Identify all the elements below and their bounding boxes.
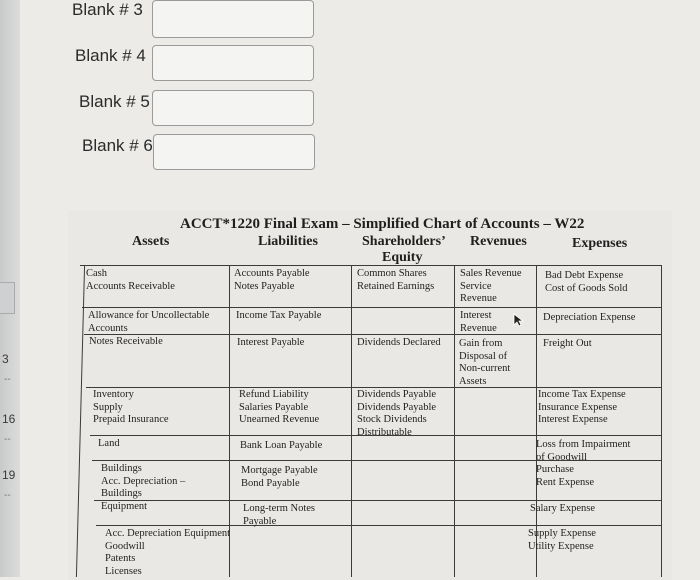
blank-3-input[interactable]	[152, 0, 314, 38]
cell-expenses: Supply Expense Utility Expense	[528, 528, 596, 552]
table-border	[454, 265, 455, 577]
cell-assets: Inventory Supply Prepaid Insurance	[93, 389, 169, 425]
cell-liabilities: Refund Liability Salaries Payable Unearned Revenue	[239, 389, 320, 425]
header-assets: Assets	[132, 234, 170, 249]
cell-expenses: Freight Out	[543, 338, 592, 349]
table-rule	[82, 307, 662, 308]
table-border	[351, 265, 352, 577]
sidebar-number[interactable]: 19	[2, 468, 16, 482]
cell-expenses: Income Tax Expense Insurance Expense Interest Expense	[538, 389, 626, 425]
header-equity-line2: Equity	[382, 250, 423, 265]
cell-revenues: Gain from Disposal of Non-current Assets	[459, 338, 511, 387]
header-equity-line1: Shareholders’	[362, 234, 446, 249]
blank-4-input[interactable]	[152, 45, 314, 81]
table-rule	[80, 265, 662, 266]
cell-expenses: Depreciation Expense	[543, 312, 636, 323]
cell-assets: Land	[98, 438, 120, 449]
table-rule	[86, 387, 662, 388]
blank-4-label: Blank # 4	[75, 46, 146, 65]
cell-liabilities: Bank Loan Payable	[240, 440, 323, 451]
cell-equity: Dividends Declared	[357, 337, 441, 348]
cell-equity: Common Shares Retained Earnings	[357, 268, 435, 292]
table-border	[661, 265, 662, 577]
sidebar-number[interactable]: 3	[2, 352, 9, 366]
table-rule	[96, 525, 662, 526]
mouse-cursor-icon	[513, 313, 525, 327]
cell-expenses: Salary Expense	[530, 503, 596, 514]
sidebar-tab[interactable]	[0, 282, 15, 314]
sidebar-dash: --	[4, 490, 11, 501]
sidebar-dash: --	[4, 374, 11, 385]
blank-6-label: Blank # 6	[82, 136, 153, 155]
header-liabilities: Liabilities	[258, 234, 318, 249]
header-revenues: Revenues	[470, 234, 527, 249]
cell-assets: Buildings Acc. Depreciation – Buildings Equipment	[101, 463, 186, 512]
cell-assets: Allowance for Uncollectable Accounts	[88, 310, 210, 334]
sidebar-dash: --	[4, 434, 11, 445]
blank-5-input[interactable]	[152, 90, 314, 126]
cell-liabilities: Interest Payable	[237, 337, 305, 348]
blank-3-label: Blank # 3	[72, 0, 143, 19]
cell-liabilities: Accounts Payable Notes Payable	[234, 268, 310, 292]
cell-liabilities: Mortgage Payable Bond Payable	[241, 465, 318, 489]
blank-6-input[interactable]	[153, 134, 315, 170]
cell-liabilities: Long-term Notes Payable	[243, 503, 316, 527]
cell-assets: Acc. Depreciation Equipment Goodwill Patents Licenses	[105, 528, 231, 577]
cell-liabilities: Income Tax Payable	[236, 310, 322, 321]
cell-equity: Dividends Payable Dividends Payable Stock Dividends Distributable	[357, 389, 437, 438]
cell-revenues: Sales Revenue Service Revenue	[460, 268, 522, 304]
cell-expenses: Loss from Impairment of Goodwill Purchase Rent Expense	[536, 439, 631, 488]
cell-assets: Notes Receivable	[89, 336, 163, 347]
cell-revenues: Interest Revenue	[460, 310, 497, 334]
blank-5-label: Blank # 5	[79, 92, 150, 111]
cell-expenses: Bad Debt Expense Cost of Goods Sold	[545, 270, 628, 294]
header-expenses: Expenses	[572, 236, 628, 251]
sidebar-number[interactable]: 16	[2, 412, 16, 426]
cell-assets: Cash Accounts Receivable	[86, 268, 175, 292]
document-title: ACCT*1220 Final Exam – Simplified Chart of Accounts – W22	[180, 216, 585, 232]
